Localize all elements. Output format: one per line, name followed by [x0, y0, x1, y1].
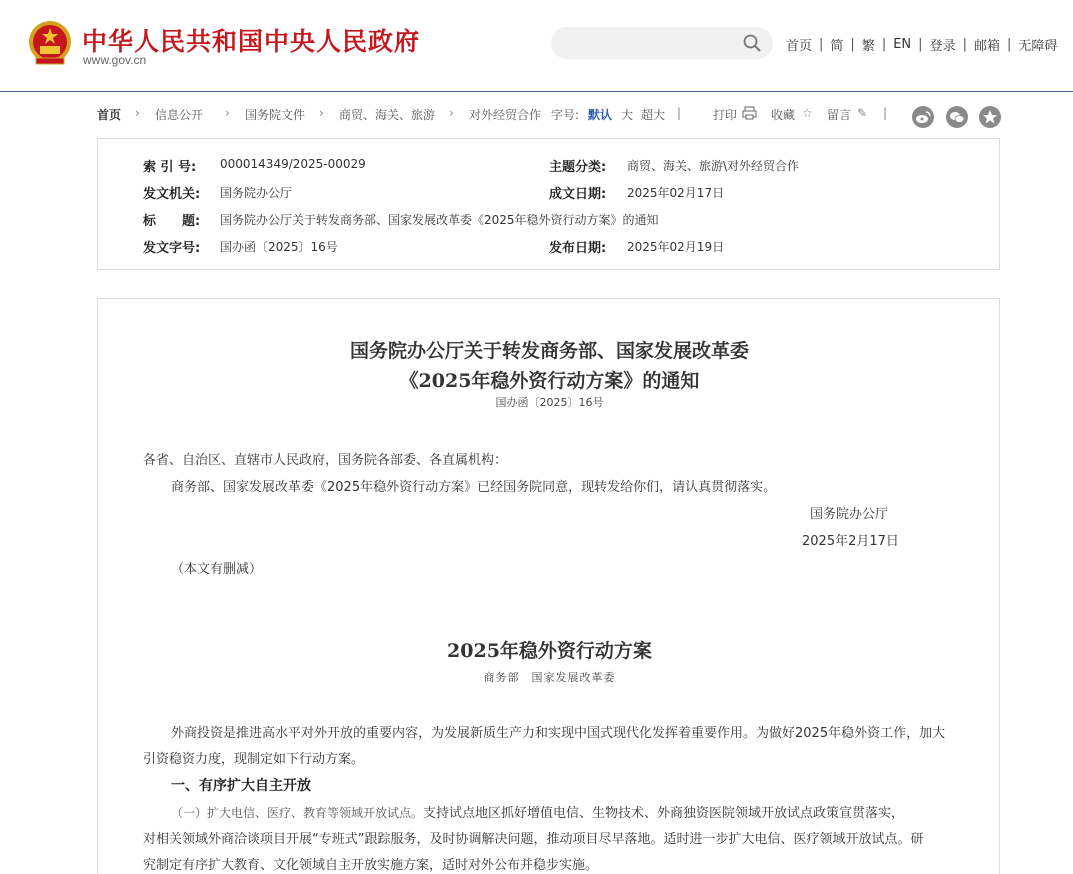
font-size-xlarge[interactable]: 超大 [641, 108, 666, 122]
nav-mail[interactable]: 邮箱 [973, 39, 1000, 54]
site-title[interactable]: 中华人民共和国中央人民政府 [82, 27, 421, 56]
search-icon[interactable] [742, 33, 762, 53]
chevron-right-icon: › [449, 106, 454, 120]
doc-number-label: 发文字号: [143, 241, 201, 256]
item-paragraph-cont: 对相关领域外商洽谈项目开展“专班式”跟踪服务，及时协调解决问题，推动项目尽早落地。适时进一步扩大电信、医疗领域开放试点。研 [143, 832, 924, 847]
wechat-share-icon[interactable] [946, 106, 968, 128]
plan-authors: 商务部 国家发展改革委 [483, 671, 616, 684]
intro-paragraph-cont: 引资稳资力度，现制定如下行动方案。 [143, 752, 365, 767]
pencil-icon[interactable]: ✎ [857, 106, 868, 120]
index-value: 000014349/2025-00029 [220, 157, 366, 171]
article-title-line1: 国务院办公厅关于转发商务部、国家发展改革委 [349, 340, 749, 362]
addressee: 各省、自治区、直辖市人民政府，国务院各部委、各直属机构： [143, 453, 508, 468]
abridged-note: （本文有删减） [171, 562, 263, 577]
doc-number-value: 国办函〔2025〕16号 [220, 240, 338, 254]
written-date-label: 成文日期: [549, 187, 607, 202]
favorite-share-icon[interactable] [979, 106, 1001, 128]
issuer-value: 国务院办公厅 [220, 186, 293, 200]
topic-value: 商贸、海关、旅游\对外经贸合作 [627, 159, 800, 173]
chevron-right-icon: › [225, 106, 230, 120]
breadcrumb-state-council-docs[interactable]: 国务院文件 [245, 108, 306, 122]
article-doc-number: 国办函〔2025〕16号 [495, 396, 604, 409]
nav-login[interactable]: 登录 [929, 39, 956, 54]
title-label: 标 题: [143, 214, 201, 229]
star-icon[interactable]: ☆ [802, 106, 813, 120]
index-label: 索 引 号: [143, 160, 197, 175]
weibo-share-icon[interactable] [912, 106, 934, 128]
item-text: 支持试点地区抓好增值电信、生物技术、外商独资医院领域开放试点政策宣贯落实， [423, 806, 905, 821]
site-header [0, 0, 1073, 92]
chevron-right-icon: › [135, 106, 140, 120]
breadcrumb-foreign-trade[interactable]: 对外经贸合作 [469, 108, 542, 122]
published-date-label: 发布日期: [549, 241, 607, 256]
national-emblem-icon[interactable] [28, 20, 72, 66]
title-value: 国务院办公厅关于转发商务部、国家发展改革委《2025年稳外资行动方案》的通知 [220, 213, 659, 227]
written-date-value: 2025年02月17日 [627, 186, 725, 200]
signature: 国务院办公厅 [810, 507, 889, 522]
comment-button[interactable]: 留言 [827, 108, 852, 122]
search-box[interactable] [551, 27, 773, 59]
document-info-box [97, 138, 1000, 270]
top-nav: 首页 | 简 | 繁 | EN | 登录 | 邮箱 | 无障碍 [786, 37, 1058, 54]
print-button[interactable]: 打印 [713, 108, 738, 122]
font-size-default[interactable]: 默认 [588, 108, 613, 122]
item-heading: （一）扩大电信、医疗、教育等领域开放试点。 [171, 806, 424, 820]
plan-title: 2025年稳外资行动方案 [447, 640, 652, 662]
item-paragraph-cont2: 究制定有序扩大教育、文化领域自主开放实施方案，适时对外公布并稳步实施。 [143, 858, 599, 873]
body-paragraph: 商务部、国家发展改革委《2025年稳外资行动方案》已经国务院同意，现转发给你们，请认真贯彻落实。 [171, 480, 777, 495]
article-title-line2: 《2025年稳外资行动方案》的通知 [399, 370, 700, 392]
item-paragraph [171, 802, 904, 821]
signature-date: 2025年2月17日 [802, 534, 899, 549]
nav-simplified[interactable]: 简 [830, 39, 844, 54]
breadcrumb-info-public[interactable]: 信息公开 [155, 108, 204, 122]
favorite-button[interactable]: 收藏 [771, 108, 796, 122]
font-size-label: 字号: [551, 108, 580, 122]
issuer-label: 发文机关: [143, 187, 201, 202]
article-body [97, 298, 1000, 874]
section-heading: 一、有序扩大自主开放 [171, 778, 311, 794]
nav-english[interactable]: EN [893, 37, 912, 52]
intro-paragraph: 外商投资是推进高水平对外开放的重要内容，为发展新质生产力和实现中国式现代化发挥着重要作用。为做好2025年稳外资工作，加大 [171, 726, 946, 741]
chevron-right-icon: › [319, 106, 324, 120]
nav-accessibility[interactable]: 无障碍 [1018, 39, 1058, 54]
published-date-value: 2025年02月19日 [627, 240, 725, 254]
site-domain: www.gov.cn [83, 53, 147, 67]
printer-icon[interactable] [742, 106, 757, 120]
breadcrumb: 首页 › 信息公开 › 国务院文件 › 商贸、海关、旅游 › 对外经贸合作 字号: 默认 大 超大 | 打印 收藏 ☆ 留言 ✎ | [97, 106, 1007, 126]
breadcrumb-trade-customs-tourism[interactable]: 商贸、海关、旅游 [339, 108, 436, 122]
font-size-large[interactable]: 大 [621, 108, 634, 122]
breadcrumb-home[interactable]: 首页 [97, 108, 122, 122]
nav-traditional[interactable]: 繁 [861, 39, 875, 54]
search-input[interactable] [565, 33, 735, 53]
nav-home[interactable]: 首页 [786, 39, 813, 54]
topic-label: 主题分类: [549, 160, 607, 175]
